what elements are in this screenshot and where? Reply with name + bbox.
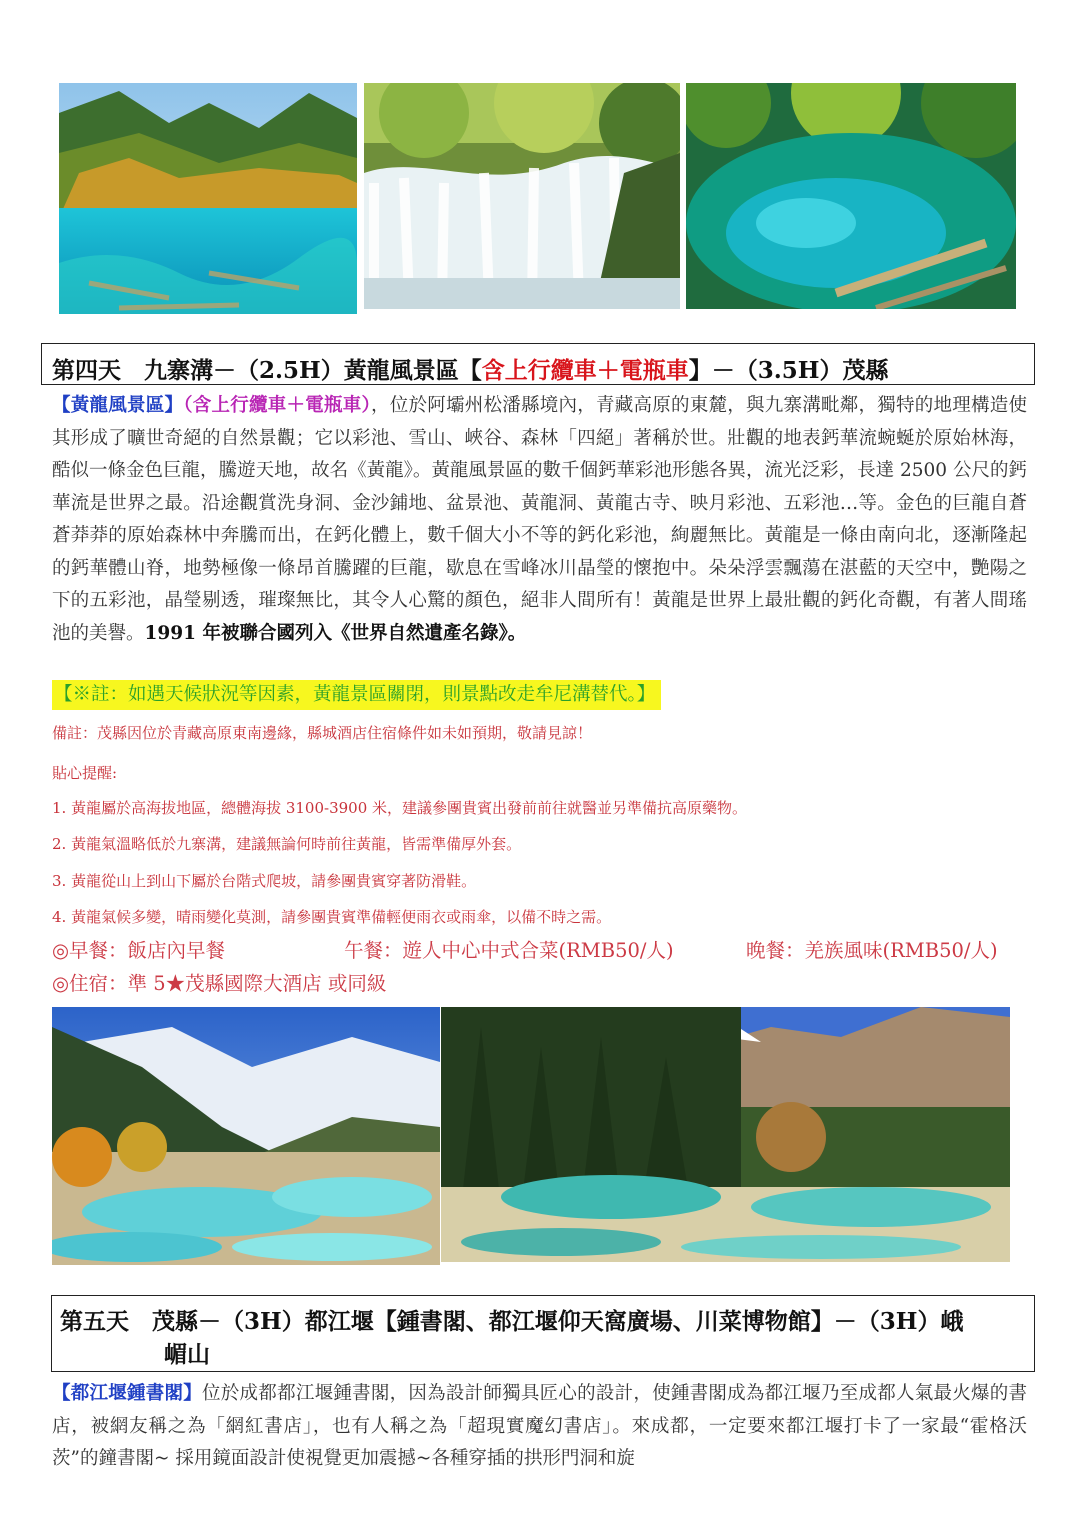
day5-header (51, 1295, 1035, 1372)
day5-description (52, 1378, 1027, 1476)
hotel-line: ◎住宿：準 5★茂縣國際大酒店 或同級 (52, 972, 387, 995)
tip-item: 2. 黃龍氣溫略低於九寨溝，建議無論何時前往黃龍，皆需準備厚外套。 (52, 835, 522, 853)
tip-item: 1. 黃龍屬於高海拔地區，總體海拔 3100-3900 米，建議參團貴賓出發前前往就醫並另準備抗高原藥物。 (52, 799, 748, 817)
tips-title: 貼心提醒: (52, 764, 118, 782)
day4-weather-note: 【※註：如遇天候狀況等因素，黃龍景區關閉，則景點改走牟尼溝替代。】 (52, 680, 661, 710)
dinner: 晚餐：羌族風味(RMB50/人) (746, 939, 998, 962)
huanglong-snow-mountain-pools-photo (52, 1007, 440, 1265)
day4-header-prefix: 第四天 九寨溝－（2.5H）黃龍風景區【 (52, 357, 482, 384)
day4-header-highlight: 含上行纜車＋電瓶車 (481, 357, 689, 384)
five-flower-lake-photo (59, 83, 357, 314)
day4-description (52, 390, 1027, 650)
day5-header-line2: 嵋山 (164, 1341, 210, 1368)
day4-unesco-text: 1991 年被聯合國列入《世界自然遺產名錄》。 (144, 622, 527, 644)
day5-body-text: 位於成都都江堰鍾書閣，因為設計師獨具匠心的設計，使鍾書閣成為都江堰乃至成都人氣最火爆的書店，被網友稱之為「網紅書店」，也有人稱之為「超現實魔幻書店」。來成都，一定要來都江堰打卡了一家最“霍格沃茨”的鐘書閣~ 採用鏡面設計使視覺更加震撼~各種穿插的拱形門洞和旋 (52, 1383, 1027, 1469)
day4-tag-cable-car: （含上行纜車＋電瓶車） (183, 395, 371, 416)
tip-item: 3. 黃龍從山上到山下屬於台階式爬坡，請參團貴賓穿著防滑鞋。 (52, 872, 477, 890)
day4-body-text: ，位於阿壩州松潘縣境內，青藏高原的東麓，與九寨溝毗鄰，獨特的地理構造使其形成了曠世奇絕的自然景觀；它以彩池、雪山、峽谷、森林「四絕」著稱於世。壯觀的地表鈣華流蜿蜒於原始林海，酷似一條金色巨龍，騰遊天地，故名《黃龍》。黃龍風景區的數千個鈣華彩池形態各異，流光泛彩，長達 2500 公尺的鈣華流是世界之最。沿途觀賞洗身洞、金沙鋪地、盆景池、黃龍洞、黃龍古寺、映月彩池、五彩池…等。金色的巨龍自蒼蒼莽莽的原始森林中奔騰而出，在鈣化體上，數千個大小不等的鈣化彩池，絢麗無比。黃龍是一條由南向北，逐漸隆起的鈣華體山脊，地勢極像一條昂首騰躍的巨龍，歇息在雪峰冰川晶瑩的懷抱中。朵朵浮雲飄蕩在湛藍的天空中，艷陽之下的五彩池，晶瑩剔透，璀璨無比，其令人心驚的顏色，絕非人間所有！黃龍是世界上最壯觀的鈣化奇觀，有著人間瑤池的美譽。 (52, 395, 1027, 644)
day5-header-line1: 第五天 茂縣－（3H）都江堰【鍾書閣、都江堰仰天窩廣場、川菜博物館】－（3H）峨 (60, 1308, 964, 1335)
day4-remark: 備註：茂縣因位於青藏高原東南邊緣，縣城酒店住宿條件如未如預期，敬請見諒！ (52, 724, 593, 742)
pearl-waterfall-photo (364, 83, 680, 309)
day5-tag-bookstore: 【都江堰鍾書閣】 (52, 1383, 203, 1404)
day4-header-suffix: 】－（3.5H）茂縣 (688, 357, 889, 384)
green-lake-photo (686, 83, 1016, 309)
day4-tag-huanglong: 【黃龍風景區】 (52, 395, 184, 416)
lunch: 午餐：遊人中心中式合菜(RMB50/人) (344, 939, 674, 962)
tip-item: 4. 黃龍氣候多變，晴雨變化莫測，請參團貴賓準備輕便雨衣或雨傘，以備不時之需。 (52, 908, 612, 926)
day4-header (41, 343, 1035, 385)
breakfast: ◎早餐：飯店內早餐 (52, 939, 226, 962)
huanglong-forest-pools-photo (441, 1007, 1010, 1262)
